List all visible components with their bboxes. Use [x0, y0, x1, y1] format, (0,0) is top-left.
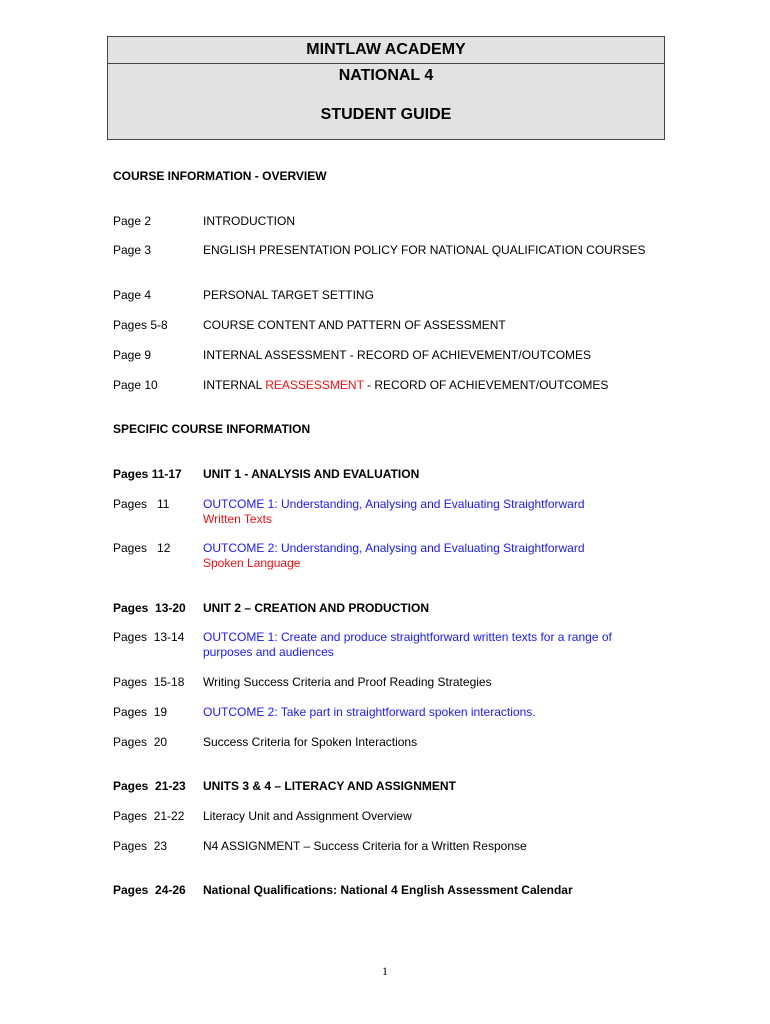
title-block — [108, 64, 664, 139]
guide-title: STUDENT GUIDE — [320, 106, 452, 123]
page-ref: Pages 11-17 — [113, 467, 182, 481]
entry-title: INTERNAL ASSESSMENT - RECORD OF ACHIEVEMENT/OUTCOMES — [203, 348, 592, 362]
page-ref: Page 3 — [113, 243, 152, 257]
outcome-text-red: Spoken Language — [203, 556, 301, 570]
reassessment-highlight: REASSESSMENT — [265, 378, 364, 392]
unit-title: National Qualifications: National 4 English Assessment Calendar — [203, 883, 573, 897]
page-ref: Pages 13-20 — [113, 601, 186, 615]
unit-title: UNIT 2 – CREATION AND PRODUCTION — [203, 601, 430, 615]
outcome-text: OUTCOME 1: Understanding, Analysing and Evaluating Straightforward — [203, 497, 585, 511]
page-ref: Page 4 — [113, 288, 152, 302]
entry-title: ENGLISH PRESENTATION POLICY FOR NATIONAL QUALIFICATION COURSES — [203, 243, 646, 257]
page-ref: Pages 23 — [113, 839, 168, 853]
page-ref: Pages 5-8 — [113, 318, 168, 332]
entry-title: Literacy Unit and Assignment Overview — [203, 809, 412, 823]
page-ref: Pages 21-22 — [113, 809, 185, 823]
page-ref: Pages 15-18 — [113, 675, 185, 689]
outcome-text: OUTCOME 2: Understanding, Analysing and Evaluating Straightforward — [203, 541, 585, 555]
entry-title-part: - RECORD OF ACHIEVEMENT/OUTCOMES — [363, 378, 609, 392]
entry-title — [203, 541, 653, 571]
entry-title — [203, 378, 653, 393]
entry-title: N4 ASSIGNMENT – Success Criteria for a Written Response — [203, 839, 527, 853]
page-ref: Pages 11 — [113, 497, 170, 511]
entry-title: Writing Success Criteria and Proof Reading Strategies — [203, 675, 492, 689]
level-title: NATIONAL 4 — [338, 67, 434, 84]
entry-title — [203, 497, 653, 527]
outcome-text: OUTCOME 2: Take part in straightforward spoken interactions. — [203, 705, 536, 719]
entry-title: COURSE CONTENT AND PATTERN OF ASSESSMENT — [203, 318, 506, 332]
page-ref: Pages 24-26 — [113, 883, 186, 897]
unit-title: UNIT 1 - ANALYSIS AND EVALUATION — [203, 467, 420, 481]
page-ref: Pages 12 — [113, 541, 171, 555]
page-ref: Pages 19 — [113, 705, 168, 719]
school-name: MINTLAW ACADEMY — [108, 37, 664, 64]
specific-heading: SPECIFIC COURSE INFORMATION — [113, 422, 311, 436]
entry-title: PERSONAL TARGET SETTING — [203, 288, 374, 302]
entry-title: INTRODUCTION — [203, 214, 295, 228]
page-number: 1 — [382, 964, 388, 978]
entry-title: Success Criteria for Spoken Interactions — [203, 735, 418, 749]
page-ref: Page 9 — [113, 348, 152, 362]
outcome-text: OUTCOME 1: Create and produce straightforward written texts for a range of purposes and audiences — [203, 630, 612, 659]
page-ref: Pages 20 — [113, 735, 168, 749]
page-ref: Pages 13-14 — [113, 630, 185, 644]
title-box — [107, 36, 665, 140]
entry-title-part: INTERNAL — [203, 378, 266, 392]
unit-title: UNITS 3 & 4 – LITERACY AND ASSIGNMENT — [203, 779, 456, 793]
overview-heading: COURSE INFORMATION - OVERVIEW — [113, 169, 327, 183]
outcome-text-red: Written Texts — [203, 512, 272, 526]
page-ref: Page 2 — [113, 214, 152, 228]
page-ref: Page 10 — [113, 378, 158, 392]
page-ref: Pages 21-23 — [113, 779, 186, 793]
